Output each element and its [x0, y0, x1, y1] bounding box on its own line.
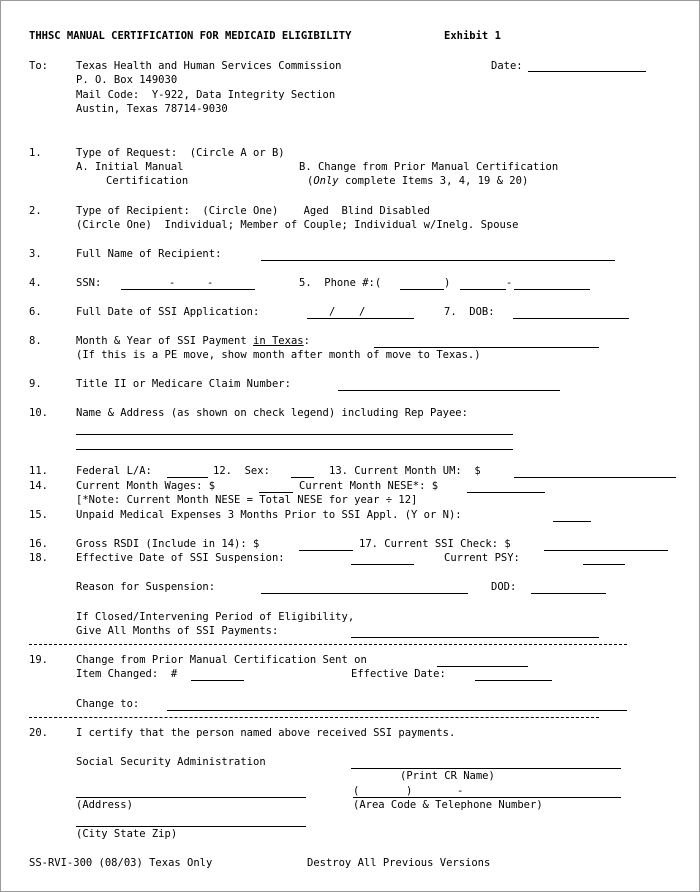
option-b-note: (Only complete Items 3, 4, 19 & 20) — [307, 175, 529, 187]
wages-field[interactable] — [259, 492, 293, 493]
ssn-label: SSN: — [76, 277, 102, 289]
telephone-field[interactable] — [353, 797, 621, 798]
to-label: To: — [29, 60, 48, 72]
date-field[interactable] — [528, 71, 646, 72]
name-address-field-1[interactable] — [76, 434, 513, 435]
item-number-1: 1. — [29, 147, 42, 159]
effective-date-field[interactable] — [475, 680, 552, 681]
pe-move-note: (If this is a PE move, show month after month of move to Texas.) — [76, 349, 481, 361]
federal-la-field[interactable] — [167, 477, 208, 478]
date-slash-1: / — [329, 306, 336, 318]
section-divider-1 — [29, 644, 627, 645]
change-to-label: Change to: — [76, 698, 140, 710]
item-number-2: 2. — [29, 205, 42, 217]
ssn-dash-1: - — [169, 277, 176, 289]
name-address-field-2[interactable] — [76, 449, 513, 450]
closed-period-label-2: Give All Months of SSI Payments: — [76, 625, 279, 637]
area-dash: - — [457, 785, 464, 797]
gross-rsdi-field[interactable] — [299, 550, 353, 551]
phone-area-field[interactable] — [400, 289, 444, 290]
date-label: Date: — [491, 60, 523, 72]
city-state-zip-field[interactable] — [76, 826, 306, 827]
full-name-label: Full Name of Recipient: — [76, 248, 222, 260]
address-line-4: Austin, Texas 78714-9030 — [76, 103, 228, 115]
claim-number-field[interactable] — [338, 390, 560, 391]
month-year-ssi-label — [76, 335, 310, 348]
item-changed-label: Item Changed: # — [76, 668, 178, 680]
item-number-3: 3. — [29, 248, 42, 260]
claim-number-label: Title II or Medicare Claim Number: — [76, 378, 291, 390]
name-address-label: Name & Address (as shown on check legend) including Rep Payee: — [76, 407, 468, 419]
effective-date-label: Effective Date: — [351, 668, 446, 680]
exhibit-label: Exhibit 1 — [444, 30, 501, 42]
address-line-3: Mail Code: Y-922, Data Integrity Section — [76, 89, 336, 101]
month-year-ssi-field[interactable] — [374, 347, 599, 348]
item-number-9: 9. — [29, 378, 42, 390]
unpaid-medical-field[interactable] — [553, 521, 591, 522]
ssn-field[interactable] — [121, 289, 255, 290]
change-to-field[interactable] — [167, 710, 627, 711]
phone-dash: - — [506, 277, 513, 289]
item-number-15: 15. — [29, 509, 48, 521]
option-b-note-only: Only — [313, 175, 339, 187]
phone-line-field[interactable] — [514, 289, 590, 290]
item-number-19: 19. — [29, 654, 48, 666]
item-number-10: 10. — [29, 407, 48, 419]
month-year-ssi-colon: : — [303, 335, 310, 347]
address-label: (Address) — [76, 799, 133, 811]
item-number-11: 11. — [29, 465, 48, 477]
full-name-field[interactable] — [261, 260, 615, 261]
option-b-note-rest: complete Items 3, 4, 19 & 20) — [338, 175, 529, 187]
gross-rsdi-label: Gross RSDI (Include in 14): $ — [76, 538, 260, 550]
current-um-field[interactable] — [514, 477, 676, 478]
ssi-application-date-label: Full Date of SSI Application: — [76, 306, 260, 318]
area-paren-close: ) — [406, 785, 413, 797]
certify-statement: I certify that the person named above received SSI payments. — [76, 727, 456, 739]
federal-la-label: Federal L/A: — [76, 465, 152, 477]
unpaid-medical-label: Unpaid Medical Expenses 3 Months Prior to SSI Appl. (Y or N): — [76, 509, 462, 521]
type-of-recipient-label: Type of Recipient: (Circle One) Aged Blind Disabled — [76, 205, 431, 217]
change-sent-label: Change from Prior Manual Certification Sent on — [76, 654, 367, 666]
form-title: THHSC MANUAL CERTIFICATION FOR MEDICAID ELIGIBILITY — [29, 30, 352, 42]
address-field[interactable] — [76, 797, 306, 798]
item-number-14: 14. — [29, 480, 48, 492]
item-number-4: 4. — [29, 277, 42, 289]
wages-label: Current Month Wages: $ — [76, 480, 216, 492]
suspension-date-label: Effective Date of SSI Suspension: — [76, 552, 285, 564]
date-slash-2: / — [359, 306, 366, 318]
item-number-16: 16. — [29, 538, 48, 550]
current-psy-label: Current PSY: — [444, 552, 520, 564]
nese-label: Current Month NESE*: $ — [299, 480, 439, 492]
option-a-label[interactable]: A. Initial Manual — [76, 161, 184, 173]
area-paren-open: ( — [353, 785, 360, 797]
dod-label: DOD: — [491, 581, 517, 593]
ssa-label: Social Security Administration — [76, 756, 266, 768]
ssn-dash-2: - — [207, 277, 214, 289]
current-um-label: 13. Current Month UM: $ — [329, 465, 481, 477]
ssi-check-label: 17. Current SSI Check: $ — [359, 538, 511, 550]
sex-label: 12. Sex: — [213, 465, 270, 477]
nese-field[interactable] — [467, 492, 545, 493]
month-year-ssi-pre: Month & Year of SSI Payment — [76, 335, 254, 347]
section-divider-2 — [29, 717, 599, 718]
phone-prefix-field[interactable] — [460, 289, 506, 290]
cr-name-field[interactable] — [351, 768, 621, 769]
destroy-note: Destroy All Previous Versions — [307, 857, 491, 869]
item-number-8: 8. — [29, 335, 42, 347]
dob-label: 7. DOB: — [444, 306, 495, 318]
city-state-zip-label: (City State Zip) — [76, 828, 178, 840]
ssi-payment-months-field[interactable] — [351, 637, 599, 638]
area-code-label: (Area Code & Telephone Number) — [353, 799, 543, 811]
suspension-reason-field[interactable] — [261, 593, 468, 594]
month-year-ssi-in-texas: in Texas — [253, 335, 304, 347]
item-number-20: 20. — [29, 727, 48, 739]
suspension-date-field[interactable] — [351, 564, 414, 565]
option-b-label[interactable]: B. Change from Prior Manual Certification — [299, 161, 559, 173]
nese-note: [*Note: Current Month NESE = Total NESE for year ÷ 12] — [76, 494, 418, 506]
closed-period-label-1: If Closed/Intervening Period of Eligibility, — [76, 611, 355, 623]
change-sent-field[interactable] — [437, 666, 528, 667]
sex-field[interactable] — [291, 477, 314, 478]
dod-field[interactable] — [531, 593, 606, 594]
address-line-2: P. O. Box 149030 — [76, 74, 178, 86]
address-line-1: Texas Health and Human Services Commission — [76, 60, 342, 72]
form-id: SS-RVI-300 (08/03) Texas Only — [29, 857, 213, 869]
current-psy-field[interactable] — [583, 564, 625, 565]
suspension-reason-label: Reason for Suspension: — [76, 581, 216, 593]
recipient-options: (Circle One) Individual; Member of Couple; Individual w/Inelg. Spouse — [76, 219, 519, 231]
item-number-6: 6. — [29, 306, 42, 318]
type-of-request-label: Type of Request: (Circle A or B) — [76, 147, 285, 159]
ssi-check-field[interactable] — [544, 550, 668, 551]
option-a-label-cont: Certification — [106, 175, 189, 187]
phone-label: 5. Phone #:( — [299, 277, 382, 289]
dob-field[interactable] — [513, 318, 629, 319]
phone-paren: ) — [444, 277, 451, 289]
item-changed-field[interactable] — [191, 680, 244, 681]
print-cr-name-label: (Print CR Name) — [400, 770, 495, 782]
item-number-18: 18. — [29, 552, 48, 564]
